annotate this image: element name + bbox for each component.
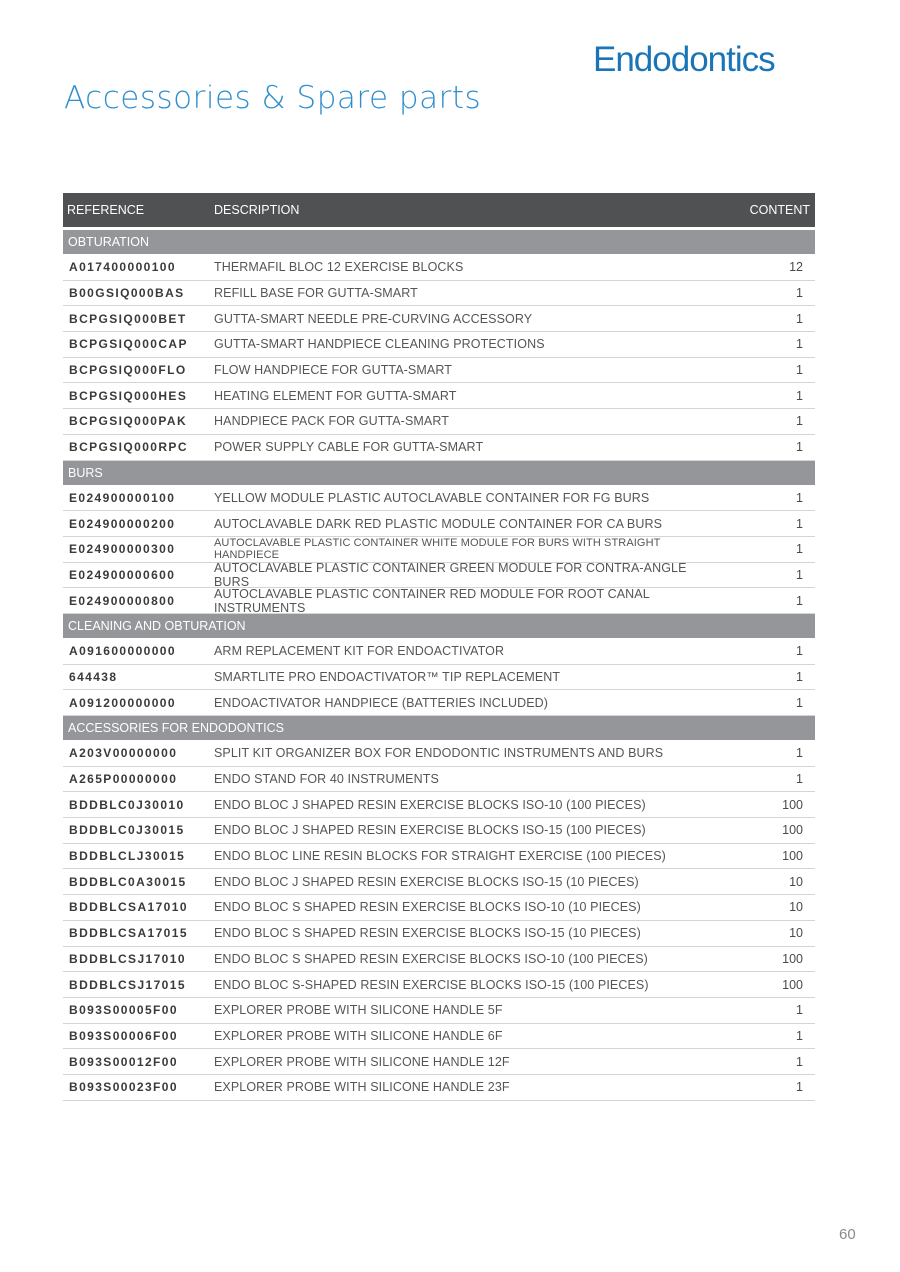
content-cell: 1 <box>796 440 803 455</box>
reference-cell: BCPGSIQ000PAK <box>69 414 188 429</box>
content-cell: 1 <box>796 1080 803 1095</box>
content-cell: 1 <box>796 669 803 684</box>
description-cell: GUTTA-SMART HANDPIECE CLEANING PROTECTIONS <box>214 337 545 352</box>
table-row <box>63 255 815 281</box>
content-cell: 1 <box>796 567 803 582</box>
content-cell: 1 <box>796 542 803 557</box>
content-cell: 100 <box>782 823 803 838</box>
content-cell: 1 <box>796 644 803 659</box>
content-cell: 1 <box>796 1003 803 1018</box>
content-cell: 10 <box>789 900 803 915</box>
content-cell: 1 <box>796 1054 803 1069</box>
reference-cell: B093S00006F00 <box>69 1028 178 1043</box>
description-cell: AUTOCLAVABLE PLASTIC CONTAINER WHITE MODULE FOR BURS WITH STRAIGHT HANDPIECE <box>214 537 661 562</box>
table-row <box>63 588 815 614</box>
content-cell: 1 <box>796 746 803 761</box>
description-cell: YELLOW MODULE PLASTIC AUTOCLAVABLE CONTAINER FOR FG BURS <box>214 490 650 505</box>
reference-cell: BCPGSIQ000HES <box>69 388 188 403</box>
table-row <box>63 560 815 589</box>
content-cell: 1 <box>796 414 803 429</box>
table-row <box>63 281 815 307</box>
description-cell: EXPLORER PROBE WITH SILICONE HANDLE 12F <box>214 1054 510 1069</box>
description-cell: SMARTLITE PRO ENDOACTIVATOR™ TIP REPLACEMENT <box>214 669 561 684</box>
description-cell: ARM REPLACEMENT KIT FOR ENDOACTIVATOR <box>214 644 505 659</box>
reference-cell: B093S00023F00 <box>69 1080 178 1095</box>
content-cell: 10 <box>789 874 803 889</box>
table-header <box>63 193 815 227</box>
content-cell: 1 <box>796 516 803 531</box>
table-row <box>63 306 815 332</box>
description-cell: ENDO BLOC LINE RESIN BLOCKS FOR STRAIGHT EXERCISE (100 PIECES) <box>214 849 666 864</box>
description-cell: THERMAFIL BLOC 12 EXERCISE BLOCKS <box>214 260 464 275</box>
table-row <box>63 767 815 793</box>
description-cell: ENDO BLOC S SHAPED RESIN EXERCISE BLOCKS ISO-10 (100 PIECES) <box>214 951 648 966</box>
brand-title: Endodontics <box>593 40 775 79</box>
reference-cell: BDDBLCSJ17015 <box>69 977 186 992</box>
reference-cell: E024900000600 <box>69 567 176 582</box>
content-cell: 1 <box>796 772 803 787</box>
description-cell: REFILL BASE FOR GUTTA-SMART <box>214 286 418 301</box>
table-row <box>63 383 815 409</box>
reference-cell: BDDBLC0J30015 <box>69 823 185 838</box>
table-row <box>63 332 815 358</box>
table-row <box>63 486 815 512</box>
content-cell: 1 <box>796 337 803 352</box>
table-row <box>63 895 815 921</box>
reference-cell: B093S00012F00 <box>69 1054 178 1069</box>
description-cell: POWER SUPPLY CABLE FOR GUTTA-SMART <box>214 440 484 455</box>
column-header-content: CONTENT <box>749 203 810 217</box>
reference-cell: BCPGSIQ000CAP <box>69 337 188 352</box>
description-cell: GUTTA-SMART NEEDLE PRE-CURVING ACCESSORY <box>214 311 533 326</box>
content-cell: 100 <box>782 951 803 966</box>
reference-cell: E024900000200 <box>69 516 176 531</box>
description-cell: ENDO STAND FOR 40 INSTRUMENTS <box>214 772 439 787</box>
reference-cell: BDDBLC0A30015 <box>69 874 187 889</box>
reference-cell: B093S00005F00 <box>69 1003 178 1018</box>
reference-cell: E024900000800 <box>69 593 176 608</box>
table-row <box>63 1024 815 1050</box>
table-row <box>63 690 815 716</box>
table-row <box>63 792 815 818</box>
group-header: OBTURATION <box>63 230 815 255</box>
table-row <box>63 537 815 563</box>
group-header: BURS <box>63 461 815 486</box>
reference-cell: BCPGSIQ000RPC <box>69 440 188 455</box>
description-cell: ENDO BLOC J SHAPED RESIN EXERCISE BLOCKS ISO-15 (10 PIECES) <box>214 874 639 889</box>
content-cell: 100 <box>782 977 803 992</box>
reference-cell: A265P00000000 <box>69 772 178 787</box>
description-cell: EXPLORER PROBE WITH SILICONE HANDLE 6F <box>214 1028 503 1043</box>
table-row <box>63 639 815 665</box>
content-cell: 12 <box>789 260 803 275</box>
description-cell: ENDOACTIVATOR HANDPIECE (BATTERIES INCLUDED) <box>214 695 549 710</box>
description-cell: ENDO BLOC J SHAPED RESIN EXERCISE BLOCKS ISO-10 (100 PIECES) <box>214 797 646 812</box>
reference-cell: A091600000000 <box>69 644 176 659</box>
reference-cell: B00GSIQ000BAS <box>69 286 185 301</box>
reference-cell: BDDBLCSA17010 <box>69 900 188 915</box>
content-cell: 1 <box>796 593 803 608</box>
description-cell: EXPLORER PROBE WITH SILICONE HANDLE 23F <box>214 1080 510 1095</box>
parts-table <box>63 193 815 1101</box>
reference-cell: BDDBLC0J30010 <box>69 797 185 812</box>
content-cell: 100 <box>782 797 803 812</box>
description-cell: AUTOCLAVABLE DARK RED PLASTIC MODULE CONTAINER FOR CA BURS <box>214 516 663 531</box>
description-cell: HEATING ELEMENT FOR GUTTA-SMART <box>214 388 457 403</box>
page-number: 60 <box>839 1226 856 1243</box>
table-row <box>63 409 815 435</box>
reference-cell: BDDBLCSJ17010 <box>69 951 186 966</box>
table-row <box>63 818 815 844</box>
description-cell: ENDO BLOC J SHAPED RESIN EXERCISE BLOCKS ISO-15 (100 PIECES) <box>214 823 646 838</box>
content-cell: 1 <box>796 311 803 326</box>
description-cell: FLOW HANDPIECE FOR GUTTA-SMART <box>214 363 452 378</box>
table-body <box>63 230 815 1101</box>
description-cell: AUTOCLAVABLE PLASTIC CONTAINER GREEN MODULE FOR CONTRA-ANGLE BURS <box>214 560 687 589</box>
table-row <box>63 869 815 895</box>
content-cell: 1 <box>796 363 803 378</box>
reference-cell: BCPGSIQ000FLO <box>69 363 187 378</box>
reference-cell: A203V00000000 <box>69 746 178 761</box>
column-header-reference: REFERENCE <box>67 203 145 217</box>
content-cell: 1 <box>796 1028 803 1043</box>
table-row <box>63 741 815 767</box>
reference-cell: BDDBLCLJ30015 <box>69 849 186 864</box>
table-row <box>63 665 815 691</box>
table-row <box>63 998 815 1024</box>
description-cell: HANDPIECE PACK FOR GUTTA-SMART <box>214 414 449 429</box>
table-row <box>63 947 815 973</box>
table-row <box>63 1075 815 1101</box>
group-header: ACCESSORIES FOR ENDODONTICS <box>63 716 815 741</box>
table-row <box>63 511 815 537</box>
reference-cell: A017400000100 <box>69 260 176 275</box>
description-cell: AUTOCLAVABLE PLASTIC CONTAINER RED MODULE FOR ROOT CANAL INSTRUMENTS <box>214 586 650 615</box>
column-header-description: DESCRIPTION <box>214 203 300 217</box>
content-cell: 1 <box>796 695 803 710</box>
content-cell: 1 <box>796 286 803 301</box>
reference-cell: BCPGSIQ000BET <box>69 311 187 326</box>
reference-cell: E024900000300 <box>69 542 176 557</box>
table-row <box>63 921 815 947</box>
content-cell: 1 <box>796 490 803 505</box>
content-cell: 10 <box>789 926 803 941</box>
reference-cell: E024900000100 <box>69 490 176 505</box>
reference-cell: A091200000000 <box>69 695 176 710</box>
table-row <box>63 972 815 998</box>
group-header: CLEANING AND OBTURATION <box>63 614 815 639</box>
table-row <box>63 435 815 461</box>
description-cell: ENDO BLOC S-SHAPED RESIN EXERCISE BLOCKS ISO-15 (100 PIECES) <box>214 977 649 992</box>
description-cell: ENDO BLOC S SHAPED RESIN EXERCISE BLOCKS ISO-15 (10 PIECES) <box>214 926 641 941</box>
description-cell: SPLIT KIT ORGANIZER BOX FOR ENDODONTIC INSTRUMENTS AND BURS <box>214 746 664 761</box>
reference-cell: BDDBLCSA17015 <box>69 926 188 941</box>
description-cell: ENDO BLOC S SHAPED RESIN EXERCISE BLOCKS ISO-10 (10 PIECES) <box>214 900 641 915</box>
table-row <box>63 358 815 384</box>
page-title: Accessories & Spare parts <box>64 80 482 116</box>
description-cell: EXPLORER PROBE WITH SILICONE HANDLE 5F <box>214 1003 503 1018</box>
table-row <box>63 1049 815 1075</box>
reference-cell: 644438 <box>69 669 118 684</box>
content-cell: 1 <box>796 388 803 403</box>
content-cell: 100 <box>782 849 803 864</box>
table-row <box>63 844 815 870</box>
